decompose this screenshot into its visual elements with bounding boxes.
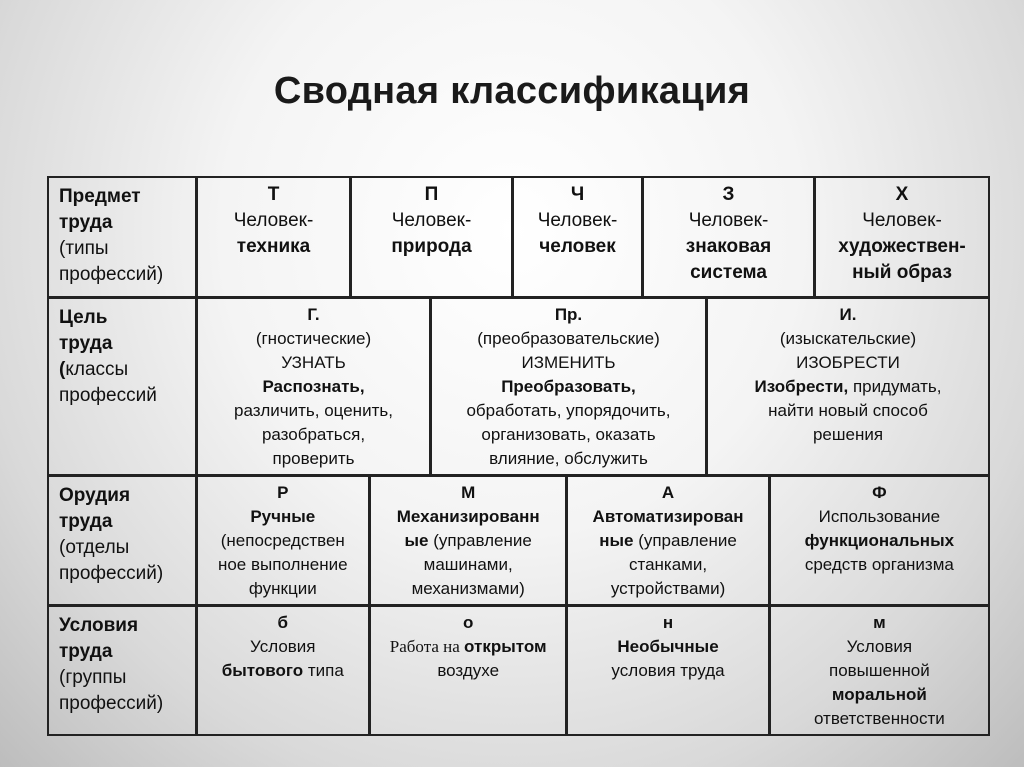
row-goal <box>48 298 990 477</box>
cell-line: ное выполнение <box>217 555 348 574</box>
cell-line: найти новый способ <box>768 401 928 420</box>
cell-line: знаковая <box>685 236 772 257</box>
cell-line: система <box>690 262 767 283</box>
cell-bold-text: бытового <box>221 661 304 680</box>
row-header-goal <box>47 297 197 476</box>
cell-dept-a <box>566 475 769 606</box>
cell-line: УЗНАТЬ <box>281 353 346 372</box>
header-line: Условия <box>59 615 139 636</box>
cell-line <box>371 635 565 659</box>
cell-code: м <box>873 613 886 632</box>
cell-line: ИЗМЕНИТЬ <box>521 353 616 372</box>
cell-code: А <box>661 483 675 502</box>
header-line: профессий) <box>59 563 164 584</box>
cell-line: Человек- <box>688 210 769 231</box>
cell-code: б <box>277 613 289 632</box>
cell-dept-r <box>196 475 370 606</box>
cell-line: (гностические) <box>255 329 372 348</box>
cell-line: Преобразовать, <box>501 377 636 396</box>
cell-group-n <box>566 605 769 736</box>
cell-line <box>198 659 368 683</box>
header-line: профессий) <box>59 693 164 714</box>
cell-line: природа <box>391 236 472 257</box>
cell-line: Человек- <box>233 210 314 231</box>
cell-line: Человек- <box>537 210 618 231</box>
row-header-subject <box>47 176 197 298</box>
cell-bold-text: Изобрести, <box>754 377 849 396</box>
row-header-conditions <box>47 605 197 736</box>
header-line: Предмет <box>59 186 141 207</box>
cell-code: И. <box>839 305 857 324</box>
cell-line: ответственности <box>813 709 945 728</box>
header-text: классы <box>65 359 129 380</box>
cell-code: М <box>461 483 476 502</box>
page-title: Сводная классификация <box>273 70 751 112</box>
cell-line: повышенной <box>828 661 930 680</box>
cell-code: Пр. <box>554 305 583 324</box>
cell-line: средств организма <box>804 555 954 574</box>
cell-text: придумать, <box>848 377 942 396</box>
header-line: Цель <box>59 307 108 328</box>
header-line: труда <box>59 511 113 532</box>
header-line: профессий <box>59 385 157 406</box>
cell-code: П <box>424 184 439 205</box>
cell-line: ный образ <box>852 262 952 283</box>
cell-class-pr <box>430 297 707 476</box>
cell-line: техника <box>236 236 311 257</box>
cell-line: Условия <box>250 637 316 656</box>
cell-line: машинами, <box>423 555 513 574</box>
cell-group-o <box>369 605 567 736</box>
cell-text: Работа на <box>389 637 465 656</box>
cell-code: Г. <box>307 305 320 324</box>
cell-line: Человек- <box>862 210 942 231</box>
header-line: труда <box>59 641 113 662</box>
cell-line: механизмами) <box>411 579 525 598</box>
cell-bold-text: открытом <box>464 637 547 656</box>
row-tools <box>48 476 990 607</box>
cell-line <box>708 375 988 399</box>
header-line: (типы <box>59 238 109 259</box>
row-conditions <box>48 606 990 737</box>
cell-line: Использование <box>818 507 941 526</box>
header-line: (группы <box>59 667 127 688</box>
cell-text: (управление <box>633 531 737 550</box>
cell-line: художествен- <box>838 236 966 257</box>
cell-line: воздухе <box>437 661 500 680</box>
cell-line: условия труда <box>611 661 725 680</box>
header-line: труда <box>59 212 113 233</box>
cell-type-p <box>350 176 513 298</box>
header-line: (отделы <box>59 537 130 558</box>
cell-line: функциональных <box>804 531 955 550</box>
cell-line: влияние, обслужить <box>489 449 648 468</box>
row-subject <box>48 177 990 299</box>
cell-bold-text: ые <box>404 531 429 550</box>
cell-line: различить, оценить, <box>234 401 393 420</box>
cell-line: (изыскательские) <box>779 329 917 348</box>
cell-line <box>371 529 565 553</box>
cell-group-m <box>769 605 990 736</box>
cell-type-t <box>196 176 351 298</box>
cell-line: Механизированн <box>396 507 540 526</box>
cell-line: функции <box>248 579 317 598</box>
header-paren: ( <box>59 359 66 380</box>
cell-line <box>568 529 767 553</box>
cell-line: (преобразовательские) <box>477 329 660 348</box>
cell-class-i <box>706 297 990 476</box>
cell-type-z <box>642 176 815 298</box>
cell-code: Ф <box>872 483 887 502</box>
cell-code: Х <box>895 184 909 205</box>
header-line: профессий) <box>59 264 164 285</box>
cell-line: устройствами) <box>610 579 726 598</box>
cell-code: о <box>462 613 474 632</box>
cell-line: решения <box>812 425 884 444</box>
cell-line: (непосредствен <box>220 531 345 550</box>
cell-line: Автоматизирован <box>592 507 744 526</box>
cell-line: Условия <box>846 637 913 656</box>
cell-type-ch <box>512 176 643 298</box>
row-header-tools <box>47 475 197 606</box>
header-line: Орудия <box>59 485 131 506</box>
cell-line: Распознать, <box>262 377 365 396</box>
header-line <box>59 357 195 383</box>
cell-group-b <box>196 605 370 736</box>
cell-code: н <box>662 613 674 632</box>
cell-type-h <box>814 176 990 298</box>
cell-dept-f <box>769 475 990 606</box>
cell-line: человек <box>539 236 616 257</box>
cell-code: З <box>722 184 735 205</box>
cell-line: моральной <box>831 685 927 704</box>
cell-line: Необычные <box>617 637 719 656</box>
cell-line: разобраться, <box>261 425 366 444</box>
cell-line: Ручные <box>250 507 316 526</box>
cell-code: Ч <box>570 184 585 205</box>
cell-dept-m <box>369 475 567 606</box>
cell-line: организовать, оказать <box>481 425 656 444</box>
cell-line: проверить <box>272 449 355 468</box>
cell-text: типа <box>303 661 344 680</box>
cell-class-g <box>196 297 431 476</box>
header-line: труда <box>59 333 113 354</box>
cell-line: Человек- <box>391 210 472 231</box>
cell-code: Р <box>277 483 289 502</box>
cell-line: ИЗОБРЕСТИ <box>796 353 900 372</box>
cell-line: обработать, упорядочить, <box>466 401 671 420</box>
cell-code: Т <box>267 184 280 205</box>
cell-bold-text: ные <box>599 531 634 550</box>
cell-line: станками, <box>628 555 708 574</box>
cell-text: (управление <box>428 531 532 550</box>
